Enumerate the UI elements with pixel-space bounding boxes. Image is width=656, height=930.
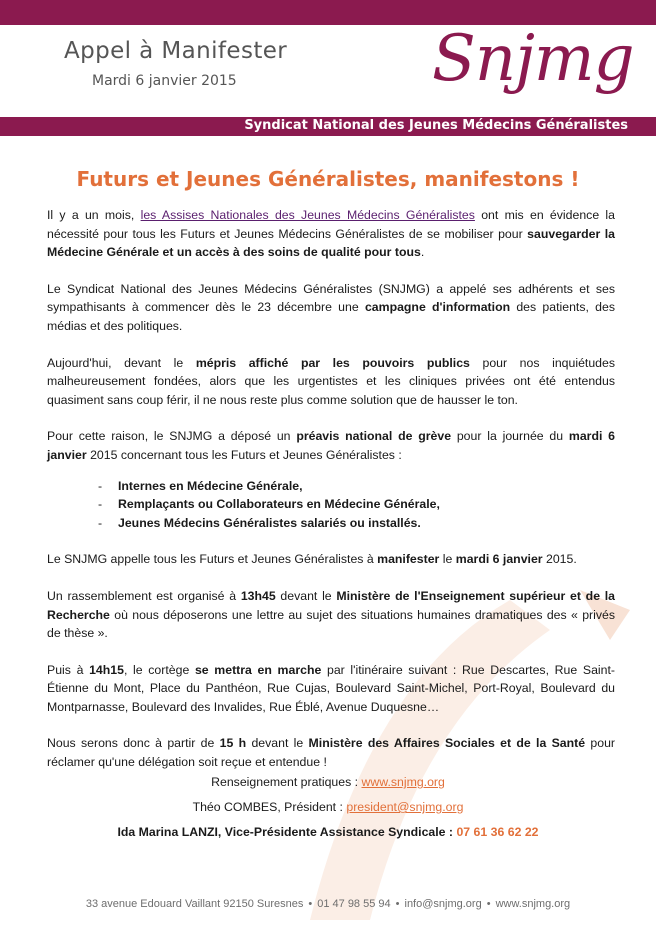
subtitle-bar: [0, 117, 656, 136]
list-item: - Internes en Médecine Générale,: [98, 478, 303, 493]
list-item: - Remplaçants ou Collaborateurs en Médecine Générale,: [98, 497, 440, 512]
snjmg-logo: Snjmg: [432, 22, 634, 96]
footer-email[interactable]: info@snjmg.org: [404, 898, 482, 910]
document-title: Appel à Manifester: [64, 38, 288, 64]
paragraph-2: Le Syndicat National des Jeunes Médecins Généralistes (SNJMG) a appelé ses adhérents et ses sympathisants à commencer dès le 23 décembre une campagne d'information des patients, des médias et des politiques.: [47, 281, 615, 333]
contact-info-line: Renseignement pratiques : www.snjmg.org: [211, 775, 445, 789]
vp-phone: 07 61 36 62 22: [456, 825, 539, 839]
paragraph-4: Pour cette raison, le SNJMG a déposé un préavis national de grève pour la journée du mardi 6 janvier 2015 concernant tous les Futurs et Jeunes Généralistes :: [47, 429, 616, 462]
footer-phone: 01 47 98 55 94: [317, 898, 391, 910]
contact-president-line: Théo COMBES, Président : president@snjmg.org: [192, 800, 464, 814]
contact-vp-line: Ida Marina LANZI, Vice-Présidente Assistance Syndicale : 07 61 36 62 22: [117, 825, 539, 839]
paragraph-3: Aujourd'hui, devant le mépris affiché par les pouvoirs publics pour nos inquiétudes malheureusement fondées, alors que les urgentistes et les cliniques privées ont été entendus quasiment sans coup férir, il ne nous reste plus comme solution que de hausser le ton.: [47, 355, 615, 407]
headline: Futurs et Jeunes Généralistes, manifestons !: [76, 167, 580, 191]
president-email-link[interactable]: president@snjmg.org: [346, 800, 464, 814]
contacts-block: [0, 770, 656, 845]
paragraph-7: Puis à 14h15, le cortège se mettra en marche par l'itinéraire suivant : Rue Descartes, Rue Saint-Étienne du Mont, Place du Panthéon, Rue Cujas, Boulevard Saint-Michel, Port-Royal, Boulevard du Montparnasse, Boulevard des Invalides, Rue Éblé, Avenue Duquesne…: [47, 662, 615, 714]
paragraph-5: Le SNJMG appelle tous les Futurs et Jeunes Généralistes à manifester le mardi 6 janvier 2015.: [47, 552, 577, 567]
paragraph-6: Un rassemblement est organisé à 13h45 devant le Ministère de l'Enseignement supérieur et de la Recherche où nous déposerons une lettre au sujet des situations humaines dramatiques des « privés de thèse ».: [47, 588, 616, 641]
participants-list: [47, 477, 615, 533]
footer-website[interactable]: www.snjmg.org: [495, 898, 571, 910]
list-item: - Jeunes Médecins Généralistes salariés ou installés.: [98, 515, 421, 530]
paragraph-1: Il y a un mois, les Assises Nationales des Jeunes Médecins Généralistes ont mis en évidence la nécessité pour tous les Futurs et Jeunes Médecins Généralistes de se mobiliser pour sauvegarder la Médecine Générale et un accès à des soins de qualité pour tous.: [47, 208, 616, 260]
body-text: [47, 206, 615, 790]
assises-link[interactable]: les Assises Nationales des Jeunes Médecins Généralistes: [140, 208, 475, 222]
website-link[interactable]: www.snjmg.org: [361, 775, 445, 789]
organization-name: Syndicat National des Jeunes Médecins Généralistes: [244, 118, 628, 133]
footer: 33 avenue Edouard Vaillant 92150 Suresnes • 01 47 98 55 94 • info@snjmg.org • www.snjmg.org: [85, 898, 571, 910]
footer-address: 33 avenue Edouard Vaillant 92150 Suresnes: [85, 898, 304, 910]
paragraph-8: Nous serons donc à partir de 15 h devant le Ministère des Affaires Sociales et de la Santé pour réclamer qu'une délégation soit reçue et entendue !: [47, 736, 616, 770]
document-date: Mardi 6 janvier 2015: [92, 73, 237, 89]
